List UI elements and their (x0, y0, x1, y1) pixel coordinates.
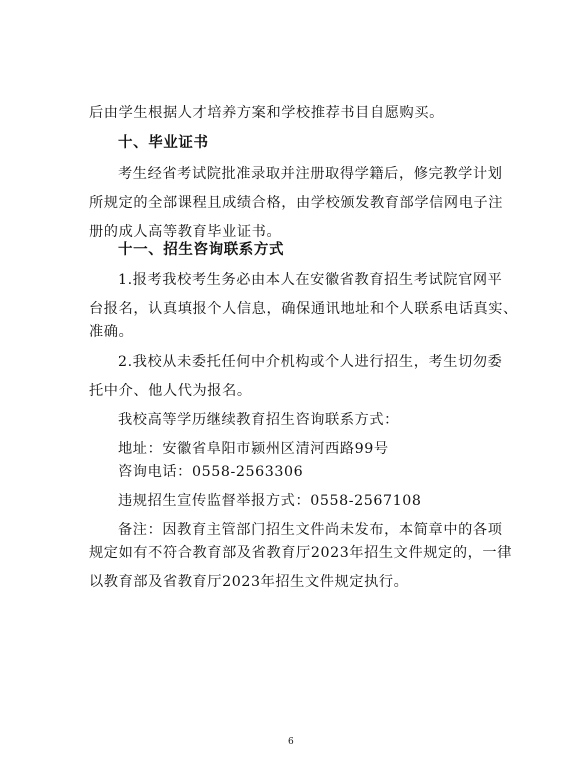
paragraph-line: 准确。 (89, 324, 134, 340)
paragraph-line: 所规定的全部课程且成绩合格，由学校颁发教育部学信网电子注 (89, 195, 504, 211)
paragraph-line: 2.我校从未委托任何中介机构或个人进行招生，考生切勿委 (118, 354, 503, 370)
contact-intro: 我校高等学历继续教育招生咨询联系方式： (118, 412, 399, 428)
paragraph-line: 考生经省考试院批准录取并注册取得学籍后，修完教学计划 (118, 166, 503, 182)
paragraph-line: 后由学生根据人才培养方案和学校推荐书目自愿购买。 (89, 105, 444, 121)
paragraph-line: 册的成人高等教育毕业证书。 (89, 224, 282, 240)
paragraph-line: 托中介、他人代为报名。 (89, 383, 252, 399)
contact-phone: 咨询电话：0558-2563306 (118, 464, 304, 480)
section-heading-graduation-certificate: 十、毕业证书 (118, 135, 209, 151)
paragraph-line: 1.报考我校考生务必由本人在安徽省教育招生考试院官网平 (118, 272, 503, 288)
note-line: 规定如有不符合教育部及省教育厅2023年招生文件规定的，一律 (89, 545, 512, 561)
note-line: 以教育部及省教育厅2023年招生文件规定执行。 (89, 574, 409, 590)
paragraph-line: 台报名，认真填报个人信息，确保通讯地址和个人联系电话真实、 (89, 301, 518, 317)
section-heading-admission-contact: 十一、招生咨询联系方式 (118, 242, 285, 258)
page-number: 6 (288, 737, 294, 747)
contact-address: 地址：安徽省阜阳市颍州区清河西路99号 (118, 441, 389, 457)
contact-report-phone: 违规招生宣传监督举报方式：0558-2567108 (118, 493, 422, 509)
note-line: 备注：因教育主管部门招生文件尚未发布，本简章中的各项 (118, 522, 503, 538)
